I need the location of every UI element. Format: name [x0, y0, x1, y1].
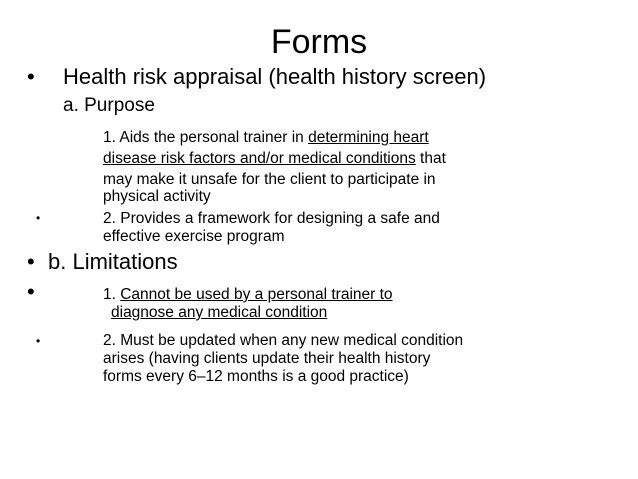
purpose-point-1-line-4: physical activity [103, 188, 211, 205]
limitations-point-2-line-3: forms every 6–12 months is a good practice) [103, 368, 409, 385]
subheading-limitations: b. Limitations [48, 249, 178, 274]
purpose-point-1-line-3: may make it unsafe for the client to participate in [103, 171, 436, 188]
underlined-text: determining heart [308, 129, 429, 146]
underlined-text: diagnose any medical condition [111, 304, 328, 321]
text-segment: 1. [103, 286, 121, 303]
limitations-point-2-line-2: arises (having clients update their health history [103, 350, 431, 367]
underlined-text: Cannot be used by a personal trainer to [120, 286, 393, 303]
purpose-point-1-line-2 [103, 148, 446, 169]
text-segment: 1. Aids the personal trainer in [103, 129, 309, 146]
underlined-text: disease risk factors and/or medical conditions [103, 150, 416, 167]
bullet-marker: • [27, 249, 35, 274]
bullet-marker: • [27, 64, 35, 89]
limitations-point-2-line-1: 2. Must be updated when any new medical condition [103, 332, 464, 349]
purpose-point-2-line-2: effective exercise program [103, 228, 285, 245]
text-segment: that [415, 150, 446, 167]
subheading-purpose: a. Purpose [63, 95, 155, 116]
bullet-marker: • [36, 334, 41, 348]
bullet-marker: • [36, 211, 41, 225]
purpose-point-1-line-1 [103, 127, 429, 148]
slide-title: Forms [270, 23, 368, 61]
limitations-point-1-line-2 [111, 302, 327, 323]
bullet-marker: • [27, 279, 35, 304]
purpose-point-2-line-1: 2. Provides a framework for designing a safe and [103, 210, 440, 227]
item-health-risk-appraisal: Health risk appraisal (health history screen) [63, 64, 487, 89]
